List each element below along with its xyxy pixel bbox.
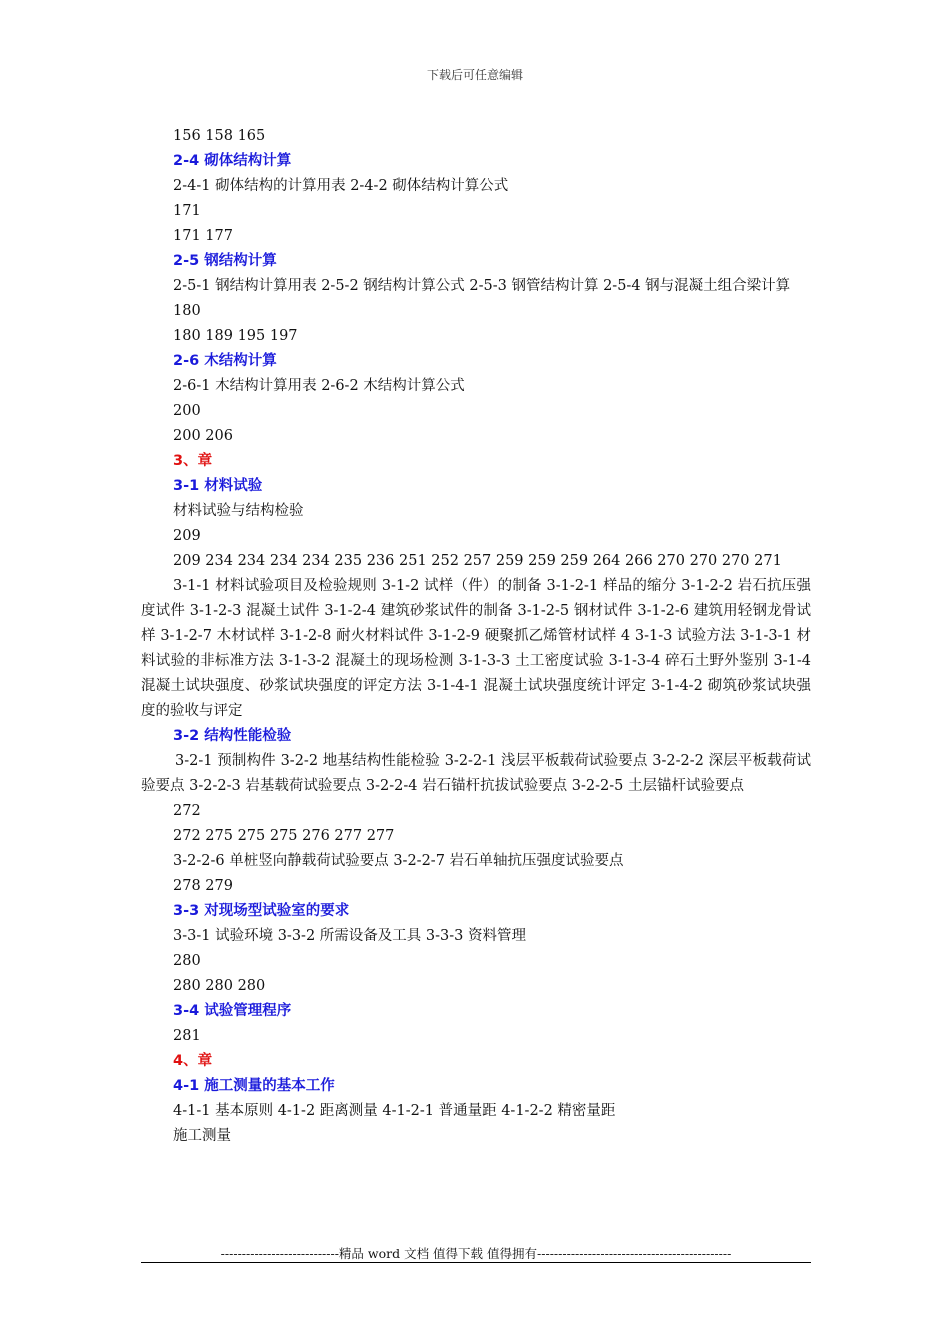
subsection-list: 2-4-1 砌体结构的计算用表 2-4-2 砌体结构计算公式 <box>173 178 509 194</box>
page-numbers: 156 158 165 <box>173 128 266 144</box>
section-heading: 2-5 钢结构计算 <box>173 253 277 269</box>
chapter-heading: 4、章 <box>173 1053 213 1069</box>
subsection-list: 3-3-1 试验环境 3-3-2 所需设备及工具 3-3-3 资料管理 <box>173 928 526 944</box>
section-heading: 2-6 木结构计算 <box>173 353 277 369</box>
page-footer-note: ----------------------------精品 word 文档 值得下载 值得拥有---------------------------------------------- <box>220 1246 732 1261</box>
page-numbers: 180 189 195 197 <box>173 328 298 344</box>
subsection-paragraph: 3-1-1 材料试验项目及检验规则 3-1-2 试样（件）的制备 3-1-2-1 样品的缩分 3-1-2-2 岩石抗压强度试件 3-1-2-3 混凝土试件 3-1-2-4 建筑砂浆试件的制备 3-1-2-5 钢材试件 3-1-2-6 建筑用轻钢龙骨试样 3-1-2-7 木材试样 3-1-2-8 耐火材料试件 3-1-2-9 硬聚抓乙烯管材试样 4 3-1-3 试验方法 3-1-3-1 材料试验的非标准方法 3-1-3-2 混凝土的现场检测 3-1-3-3 土工密度试验 3-1-3-4 碎石土野外鉴别 3-1-4 混凝土试块强度、砂浆试块强度的评定方法 3-1-4-1 混凝土试块强度统计评定 3-1-4-2 砌筑砂浆试块强度的验收与评定 <box>141 578 811 719</box>
section-heading: 3-2 结构性能检验 <box>173 728 292 744</box>
section-heading: 3-1 材料试验 <box>173 478 263 494</box>
page-numbers: 180 <box>173 303 201 319</box>
page-numbers: 272 275 275 275 276 277 277 <box>173 828 395 844</box>
subsection-paragraph: 3-2-1 预制构件 3-2-2 地基结构性能检验 3-2-2-1 浅层平板载荷试验要点 3-2-2-2 深层平板载荷试验要点 3-2-2-3 岩基载荷试验要点 3-2-2-4 岩石锚杆抗拔试验要点 3-2-2-5 土层锚杆试验要点 <box>141 753 811 794</box>
page-numbers: 200 <box>173 403 201 419</box>
subsection-paragraph: 2-5-1 钢结构计算用表 2-5-2 钢结构计算公式 2-5-3 钢管结构计算 2-5-4 钢与混凝土组合梁计算 <box>173 278 791 294</box>
page-numbers: 209 <box>173 528 201 544</box>
page-numbers: 272 <box>173 803 201 819</box>
document-body <box>141 124 811 1149</box>
subsection-list: 2-6-1 木结构计算用表 2-6-2 木结构计算公式 <box>173 378 465 394</box>
subsection-list: 4-1-1 基本原则 4-1-2 距离测量 4-1-2-1 普通量距 4-1-2-2 精密量距 <box>173 1103 616 1119</box>
section-subtitle: 施工测量 <box>173 1128 231 1144</box>
page-numbers: 209 234 234 234 234 235 236 251 252 257 259 259 259 264 266 270 270 270 271 <box>173 553 782 569</box>
page-header-note: 下载后可任意编辑 <box>426 68 523 82</box>
section-heading: 4-1 施工测量的基本工作 <box>173 1078 335 1094</box>
section-heading: 3-4 试验管理程序 <box>173 1003 292 1019</box>
page-numbers: 278 279 <box>173 878 233 894</box>
page-numbers: 171 177 <box>173 228 233 244</box>
page-numbers: 280 <box>173 953 201 969</box>
section-heading: 3-3 对现场型试验室的要求 <box>173 903 350 919</box>
page-numbers: 280 280 280 <box>173 978 266 994</box>
page-numbers: 171 <box>173 203 201 219</box>
chapter-heading: 3、章 <box>173 453 213 469</box>
subsection-list: 3-2-2-6 单桩竖向静载荷试验要点 3-2-2-7 岩石单轴抗压强度试验要点 <box>173 853 624 869</box>
footer-divider <box>141 1262 811 1263</box>
section-subtitle: 材料试验与结构检验 <box>173 503 304 519</box>
page-numbers: 200 206 <box>173 428 233 444</box>
section-heading: 2-4 砌体结构计算 <box>173 153 292 169</box>
page-numbers: 281 <box>173 1028 201 1044</box>
